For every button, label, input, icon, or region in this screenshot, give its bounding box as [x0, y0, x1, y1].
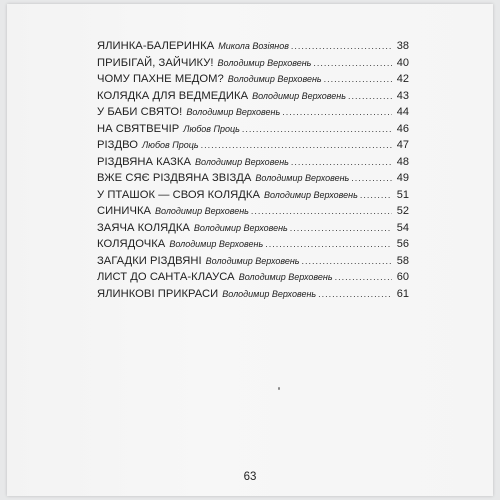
toc-entry-author: Володимир Верховень: [238, 272, 333, 282]
toc-entry-title: РІЗДВЯНА КАЗКА: [97, 155, 192, 168]
toc-entry-title: ЯЛИНКОВІ ПРИКРАСИ: [97, 287, 219, 300]
toc-entry: [97, 253, 409, 270]
toc-entry-author: Володимир Верховень: [217, 57, 312, 68]
toc-entry-title: РІЗДВО: [97, 139, 138, 151]
toc-dot-leader: [242, 121, 392, 138]
toc-dot-leader: [335, 269, 392, 286]
toc-entry-page: 49: [396, 172, 409, 184]
toc-entry: [97, 88, 409, 105]
toc-dot-leader: [282, 104, 392, 121]
toc-entry-page: 44: [396, 106, 409, 118]
toc-entry-page: 60: [396, 271, 409, 283]
toc-entry-title: КОЛЯДКА ДЛЯ ВЕДМЕДИКА: [97, 89, 249, 102]
toc-entry: [97, 55, 409, 72]
toc-entry-author: Любов Проць: [183, 123, 240, 134]
toc-entry: [97, 121, 409, 138]
table-of-contents: [97, 38, 409, 302]
toc-entry-title: У ПТАШОК — СВОЯ КОЛЯДКА: [97, 188, 260, 201]
toc-entry-author: Володимир Верховень: [155, 206, 249, 216]
toc-entry-page: 61: [396, 287, 409, 300]
toc-entry-title: У БАБИ СВЯТО!: [97, 106, 183, 118]
toc-entry-author: Володимир Верховень: [193, 222, 288, 233]
toc-entry-author: Володимир Верховень: [195, 156, 289, 167]
toc-entry-page: 38: [396, 40, 409, 52]
toc-entry-author: Володимир Верховень: [186, 107, 281, 117]
toc-entry-page: 58: [396, 254, 409, 267]
toc-dot-leader: [324, 71, 392, 88]
toc-entry-author: Володимир Верховень: [169, 239, 264, 249]
toc-dot-leader: [351, 170, 392, 187]
toc-dot-leader: [291, 38, 392, 55]
toc-entry-page: 43: [396, 89, 409, 102]
toc-dot-leader: [302, 253, 392, 270]
toc-entry-author: Любов Проць: [142, 140, 199, 150]
toc-entry-page: 51: [396, 188, 409, 201]
toc-entry-page: 42: [396, 73, 409, 85]
toc-entry-title: ЛИСТ ДО САНТА-КЛАУСА: [97, 271, 235, 283]
book-page: [7, 4, 493, 496]
paper-speck: [278, 387, 280, 390]
toc-dot-leader: [265, 236, 392, 253]
toc-entry: [97, 269, 409, 286]
toc-entry: [97, 38, 409, 55]
toc-dot-leader: [313, 55, 392, 72]
toc-entry: [97, 286, 409, 303]
toc-entry-author: Володимир Верховень: [263, 189, 358, 200]
toc-entry-author: Володимир Верховень: [255, 173, 350, 183]
toc-entry-title: ЗАГАДКИ РІЗДВЯНІ: [97, 254, 202, 267]
toc-entry: [97, 104, 409, 121]
toc-entry: [97, 170, 409, 187]
toc-dot-leader: [360, 187, 392, 204]
toc-dot-leader: [318, 286, 392, 303]
toc-entry-page: 52: [396, 205, 409, 217]
toc-entry-title: ЧОМУ ПАХНЕ МЕДОМ?: [97, 73, 224, 85]
toc-dot-leader: [251, 203, 392, 220]
toc-entry-page: 56: [396, 238, 409, 250]
toc-entry: [97, 220, 409, 237]
toc-dot-leader: [201, 137, 392, 154]
toc-entry: [97, 154, 409, 171]
toc-entry: [97, 137, 409, 154]
toc-entry: [97, 71, 409, 88]
toc-entry-page: 54: [396, 221, 409, 234]
toc-entry-title: ПРИБІГАЙ, ЗАЙЧИКУ!: [97, 56, 214, 69]
toc-entry-page: 47: [396, 139, 409, 151]
toc-entry-title: КОЛЯДОЧКА: [97, 238, 166, 250]
page-number: 63: [243, 471, 257, 483]
toc-entry-page: 46: [396, 122, 409, 135]
toc-entry-title: ЗАЯЧА КОЛЯДКА: [97, 221, 190, 234]
toc-dot-leader: [348, 88, 392, 105]
toc-entry-page: 48: [396, 155, 409, 168]
toc-entry-page: 40: [396, 56, 409, 69]
toc-entry-author: Володимир Верховень: [222, 288, 317, 299]
toc-entry-title: НА СВЯТВЕЧІР: [97, 122, 180, 135]
toc-entry-author: Володимир Верховень: [227, 74, 322, 84]
toc-entry-author: Володимир Верховень: [205, 255, 300, 266]
toc-entry-title: СИНИЧКА: [97, 205, 152, 217]
toc-entry: [97, 236, 409, 253]
toc-dot-leader: [290, 220, 392, 237]
toc-entry: [97, 187, 409, 204]
toc-entry-author: Микола Возіянов: [218, 41, 289, 51]
toc-dot-leader: [291, 154, 392, 171]
toc-entry-title: ВЖЕ СЯЄ РІЗДВЯНА ЗВІЗДА: [97, 172, 252, 184]
toc-entry-title: ЯЛИНКА-БАЛЕРИНКА: [97, 40, 215, 52]
toc-entry-author: Володимир Верховень: [252, 90, 346, 101]
toc-entry: [97, 203, 409, 220]
